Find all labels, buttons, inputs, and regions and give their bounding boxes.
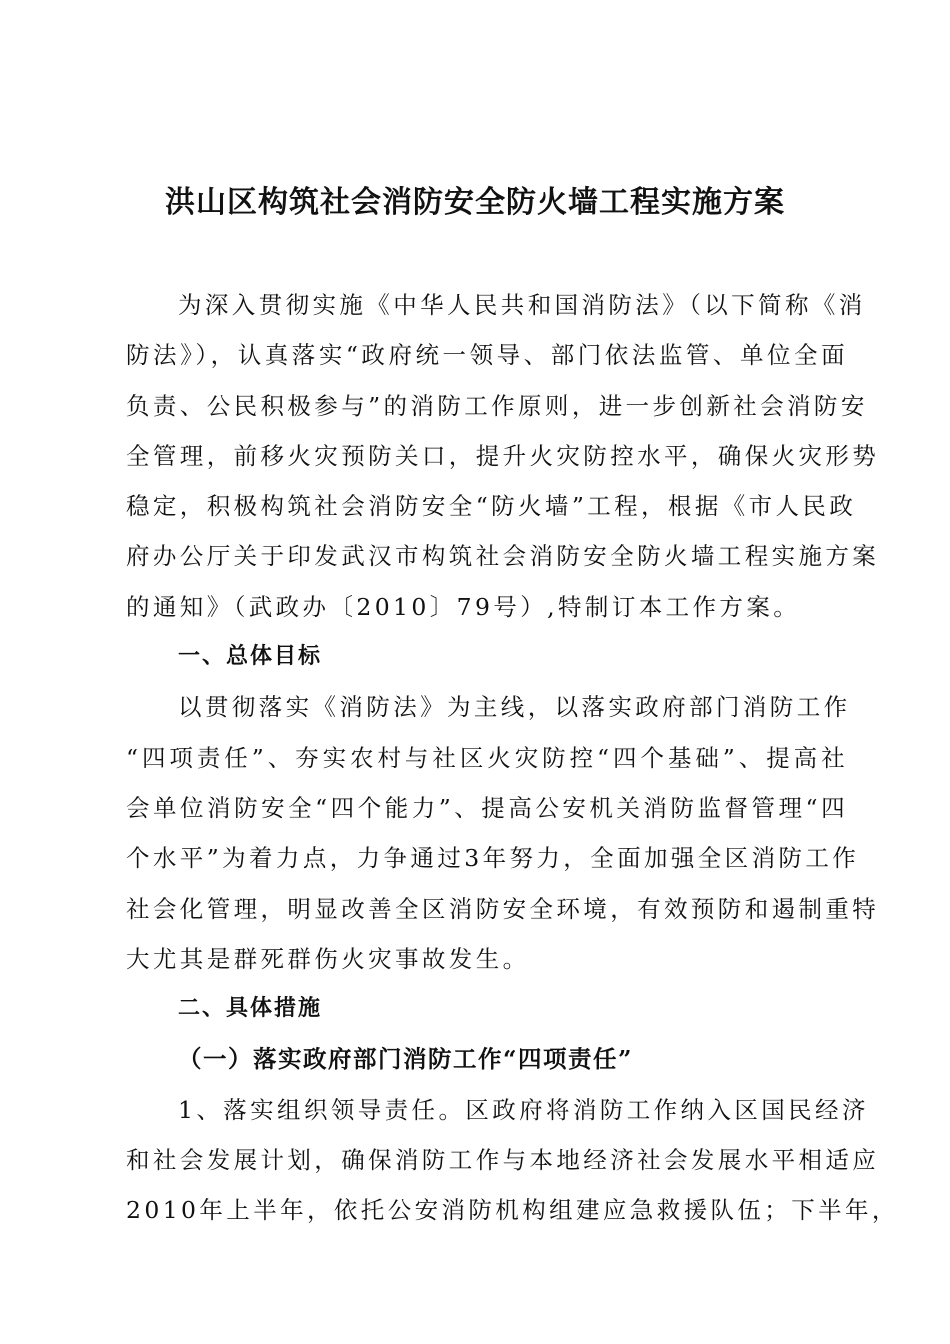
text-line: 个水平”为着力点，力争通过3年努力，全面加强全区消防工作 bbox=[126, 844, 860, 873]
text-line: 防法》），认真落实“政府统一领导、部门依法监管、单位全面 bbox=[126, 341, 848, 370]
text-line: 负责、公民积极参与”的消防工作原则，进一步创新社会消防安 bbox=[126, 391, 868, 420]
text-line: 全管理，前移火灾预防关口，提升火灾防控水平，确保火灾形势 bbox=[126, 441, 880, 470]
text-line: 会单位消防安全“四个能力”、提高公安机关消防监督管理“四 bbox=[126, 793, 848, 822]
section-heading-measures: 二、具体措施 bbox=[178, 996, 323, 1022]
item1-paragraph bbox=[126, 1085, 899, 1236]
text-line: 大尤其是群死群伤火灾事故发生。 bbox=[126, 944, 530, 973]
goals-paragraph bbox=[126, 682, 880, 984]
text-line: 稳定，积极构筑社会消防安全“防火墙”工程，根据《市人民政 bbox=[126, 492, 857, 521]
section-heading-goals: 一、总体目标 bbox=[178, 644, 323, 670]
document-title: 洪山区构筑社会消防安全防火墙工程实施方案 bbox=[165, 185, 785, 220]
text-line: 2010年上半年，依托公安消防机构组建应急救援队伍；下半年， bbox=[126, 1196, 899, 1225]
text-line: 社会化管理，明显改善全区消防安全环境，有效预防和遏制重特 bbox=[126, 894, 880, 923]
text-line: 和社会发展计划，确保消防工作与本地经济社会发展水平相适应 bbox=[126, 1146, 880, 1175]
text-line: 府办公厅关于印发武汉市构筑社会消防安全防火墙工程实施方案 bbox=[126, 542, 880, 571]
text-line: 的通知》（武政办〔2010〕79号）,特制订本工作方案。 bbox=[126, 592, 801, 621]
text-line: 为深入贯彻实施《中华人民共和国消防法》（以下简称《消 bbox=[178, 291, 866, 319]
document-body bbox=[126, 280, 899, 1236]
text-line: 以贯彻落实《消防法》为主线，以落实政府部门消防工作 bbox=[178, 693, 851, 722]
text-line: 1、落实组织领导责任。区政府将消防工作纳入区国民经济 bbox=[178, 1095, 869, 1124]
intro-paragraph bbox=[126, 280, 880, 632]
text-line: “四项责任”、夯实农村与社区火灾防控“四个基础”、提高社 bbox=[126, 743, 848, 772]
subsection-heading: （一）落实政府部门消防工作“四项责任” bbox=[178, 1045, 634, 1074]
